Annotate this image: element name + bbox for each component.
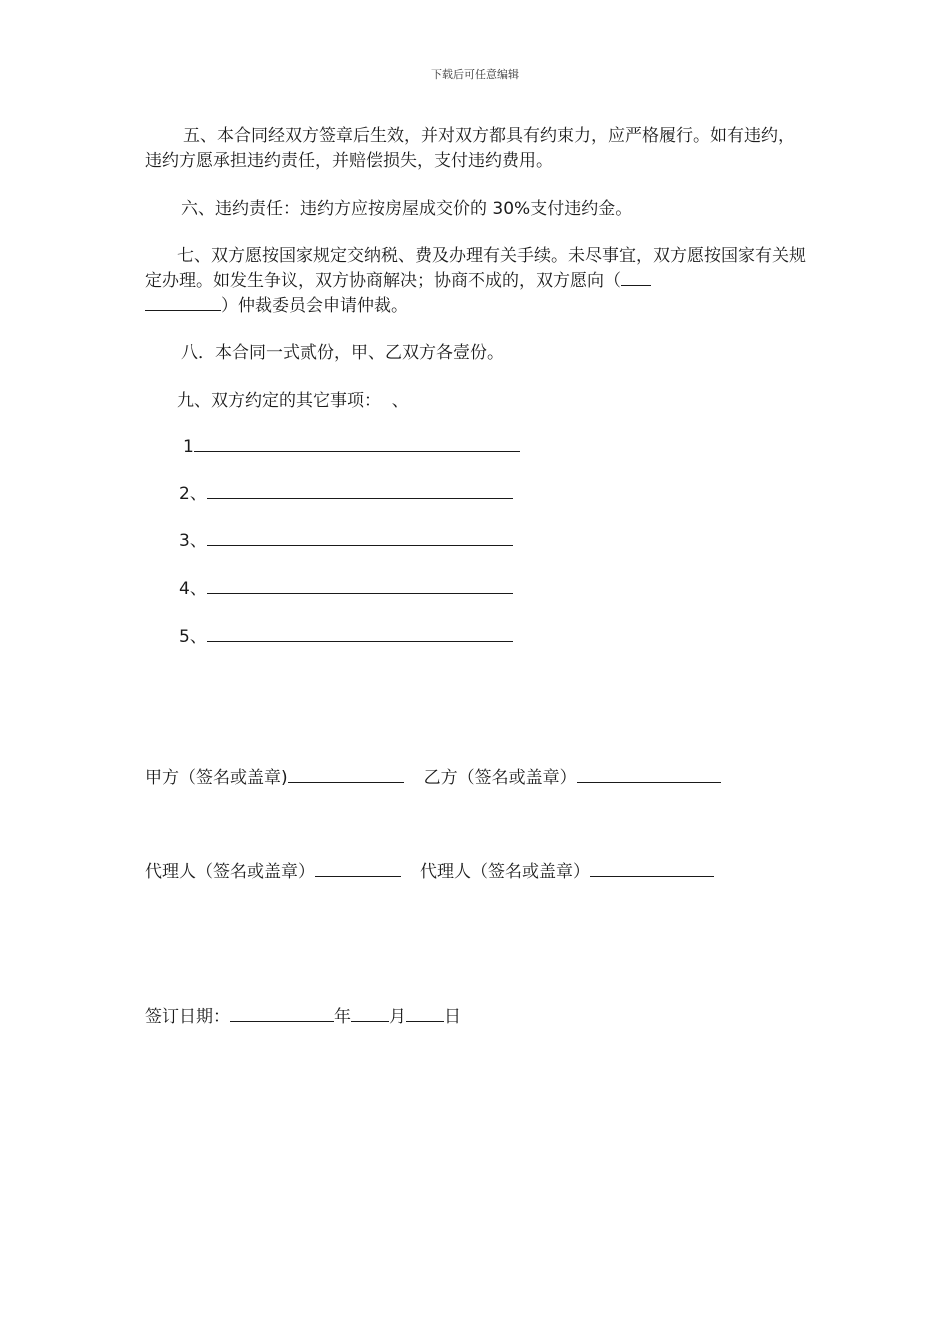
clause-7-text: 七、双方愿按国家规定交纳税、费及办理有关手续。未尽事宜，双方愿按国家有关规定办理。如发生争议，双方协商解决；协商不成的，双方愿向（ [145, 246, 806, 291]
item-number: 3、 [179, 531, 207, 551]
signing-date [145, 1005, 461, 1029]
item-blank [207, 482, 513, 499]
list-item [179, 482, 513, 506]
page-header: 下载后可任意编辑 [431, 68, 519, 81]
year-blank [230, 1005, 334, 1022]
party-b-label: 乙方（签名或盖章） [423, 768, 577, 788]
item-number: 1 [183, 437, 194, 457]
party-a-label: 甲方（签名或盖章) [145, 768, 288, 788]
list-item [179, 529, 513, 553]
item-blank [207, 577, 513, 594]
date-label: 签订日期： [145, 1007, 230, 1027]
agent-a-signature-line [315, 860, 401, 877]
party-b-signature-line [577, 766, 721, 783]
item-number: 5、 [179, 627, 207, 647]
item-number: 4、 [179, 579, 207, 599]
day-label: 日 [444, 1007, 461, 1027]
arbitration-blank [621, 269, 651, 286]
item-number: 2、 [179, 484, 207, 504]
clause-7 [145, 244, 810, 319]
month-label: 月 [389, 1007, 406, 1027]
signature-row-agents [145, 860, 714, 884]
agent-b-label: 代理人（签名或盖章） [420, 862, 590, 882]
item-blank [207, 529, 513, 546]
clause-5: 五、本合同经双方签章后生效，并对双方都具有约束力，应严格履行。如有违约，违约方愿承担违约责任，并赔偿损失，支付违约费用。 [145, 126, 795, 171]
list-item [179, 625, 513, 649]
list-item [183, 435, 520, 459]
party-a-signature-line [288, 766, 404, 783]
clause-7-text-end: ）仲裁委员会申请仲裁。 [221, 296, 408, 316]
signature-row-parties [145, 766, 721, 790]
clause-9: 九、双方约定的其它事项： 、 [177, 391, 409, 411]
item-blank [207, 625, 513, 642]
month-blank [351, 1005, 389, 1022]
agent-b-signature-line [590, 860, 714, 877]
list-item [179, 577, 513, 601]
clause-8: 八．本合同一式贰份，甲、乙双方各壹份。 [181, 343, 504, 363]
year-label: 年 [334, 1007, 351, 1027]
item-blank [194, 435, 520, 452]
clause-6: 六、违约责任：违约方应按房屋成交价的 30%支付违约金。 [181, 199, 633, 219]
agent-a-label: 代理人（签名或盖章） [145, 862, 315, 882]
arbitration-blank-continued [145, 294, 221, 311]
day-blank [406, 1005, 444, 1022]
